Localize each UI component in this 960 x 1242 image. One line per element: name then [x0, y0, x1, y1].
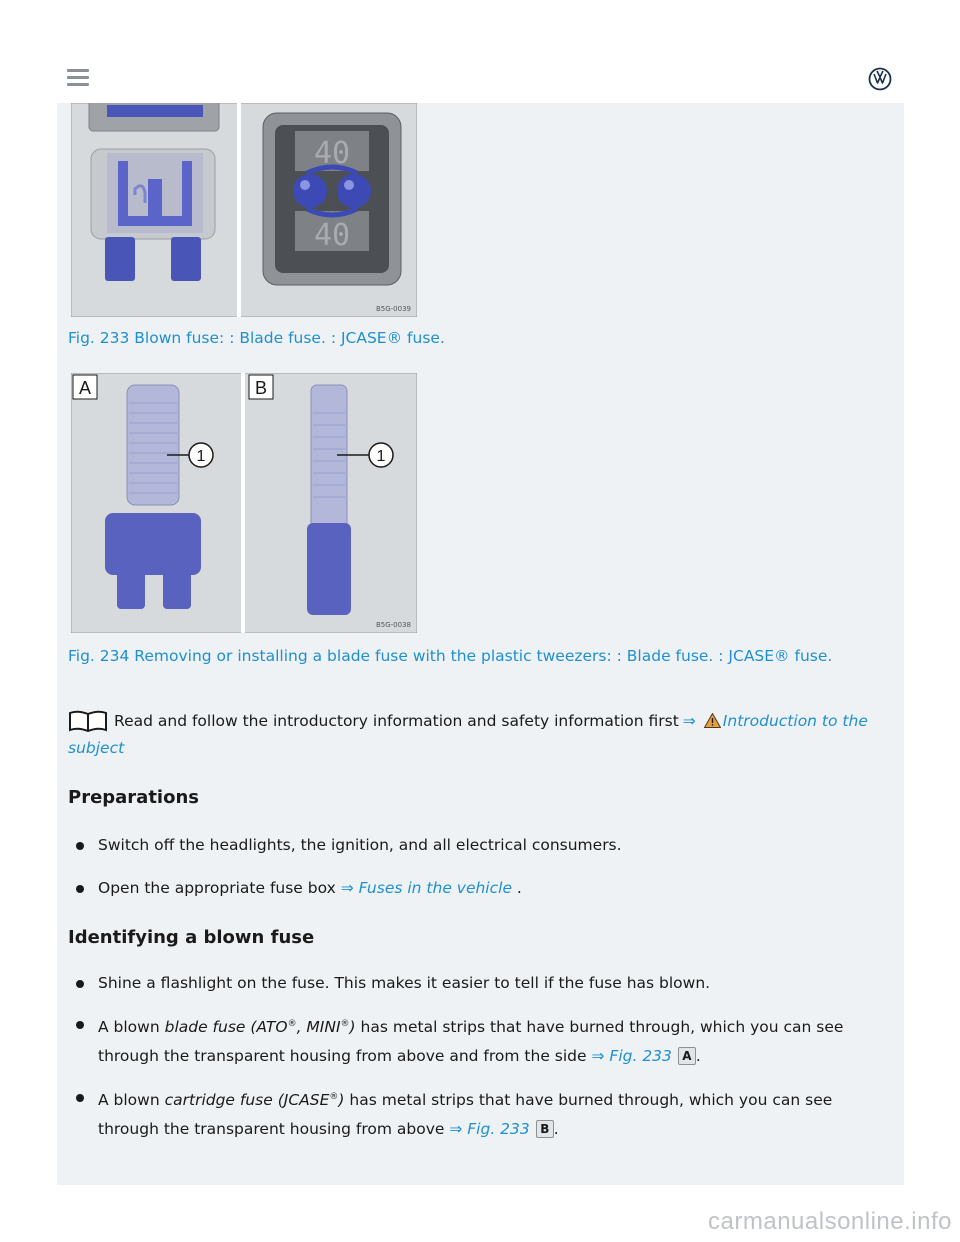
fuse-rating-bottom: 40 — [313, 218, 351, 253]
list-item: Shine a flashlight on the fuse. This makes it easier to tell if the fuse has blown. — [68, 969, 888, 998]
figure-label-a-badge: A — [678, 1047, 696, 1065]
fig-233-link-a[interactable]: ⇒ Fig. 233 — [591, 1047, 672, 1066]
figure-234-image — [71, 373, 417, 633]
figure-233-code: B5G-0039 — [375, 305, 411, 313]
identifying-list — [68, 969, 888, 1156]
figure-233-caption: Fig. 233 Blown fuse: : Blade fuse. : JCASE® fuse. — [68, 329, 445, 347]
figure-234-caption: Fig. 234 Removing or installing a blade fuse with the plastic tweezers: : Blade fuse. : JCASE® fuse. — [68, 647, 833, 665]
open-book-icon — [68, 710, 108, 732]
callout-1-b: 1 — [376, 448, 386, 465]
cartridge-fuse-term: cartridge fuse (JCASE®) — [164, 1091, 345, 1110]
preparations-list — [68, 831, 888, 917]
figure-label-b-badge: B — [536, 1120, 554, 1138]
introduction-link[interactable]: Introduction to the subject — [68, 712, 868, 757]
list-item: A blown cartridge fuse (JCASE®) has metal strips that have burned through, which you can see through the transparent housing from above ⇒ Fig. 233 B . — [68, 1083, 888, 1144]
list-item: Switch off the headlights, the ignition, and all electrical consumers. — [68, 831, 888, 860]
list-item: Open the appropriate fuse box ⇒ Fuses in the vehicle . — [68, 874, 888, 903]
fuses-in-vehicle-link[interactable]: ⇒ Fuses in the vehicle — [340, 879, 512, 897]
panel-b-label: B — [254, 378, 268, 398]
watermark: carmanualsonline.info — [708, 1208, 952, 1235]
list-item: A blown blade fuse (ATO®, MINI®) has metal strips that have burned through, which you can see through the transparent housing from above and from the side ⇒ Fig. 233 A . — [68, 1010, 888, 1071]
warning-triangle-icon — [704, 713, 721, 728]
hamburger-menu-icon[interactable] — [67, 69, 89, 89]
content-panel — [57, 103, 904, 1185]
intro-paragraph — [68, 708, 888, 762]
intro-text: Read and follow the introductory information and safety information first — [114, 712, 679, 730]
top-bar — [57, 55, 904, 104]
callout-1-a: 1 — [196, 448, 206, 465]
volkswagen-logo-icon[interactable] — [868, 67, 892, 91]
intro-arrow: ⇒ — [682, 712, 696, 730]
preparations-heading: Preparations — [68, 787, 200, 808]
panel-a-label: A — [78, 378, 92, 398]
blade-fuse-term: blade fuse (ATO®, MINI®) — [164, 1018, 356, 1037]
fig-233-link-b[interactable]: ⇒ Fig. 233 — [449, 1120, 530, 1139]
fuse-rating-top: 40 — [313, 136, 351, 171]
figure-234-code: B5G-0038 — [375, 621, 411, 629]
identifying-heading: Identifying a blown fuse — [68, 927, 315, 948]
figure-233-image — [71, 103, 417, 317]
